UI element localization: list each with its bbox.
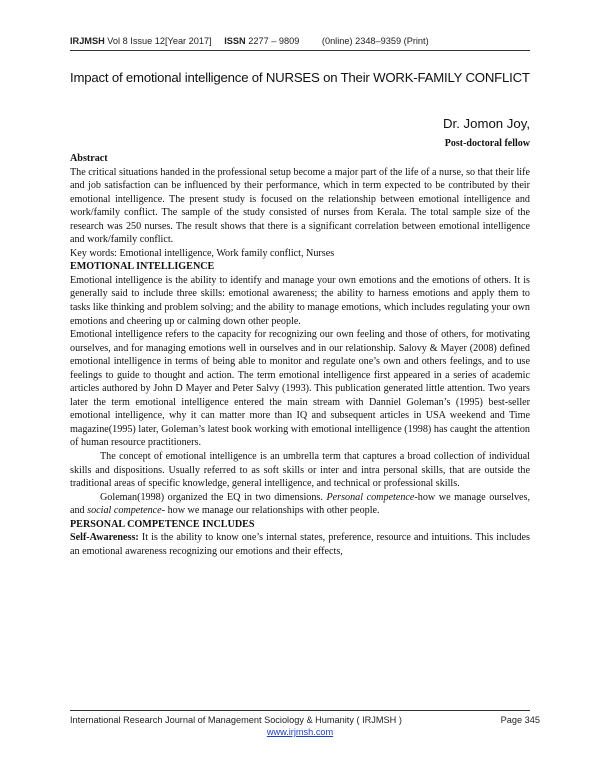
para-text: It is the ability to know one’s internal states, preference, resource and intuitions. This includes an emotional awareness recognizing our emotions and their effects, bbox=[70, 532, 530, 557]
online-issn: (0nline) 2348–9359 (Print) bbox=[321, 36, 429, 46]
paragraph-goleman bbox=[70, 491, 530, 518]
paragraph: Emotional intelligence is the ability to identify and manage your own emotions and the emotions of others. It is generally said to include three skills: emotional awareness; the ability to harness emotions and apply them to tasks like thinking and problem solving; and the ability to manage emotions, which includes regulating your own emotions and cheering up or calming down other people. bbox=[70, 274, 530, 327]
header-divider bbox=[70, 50, 530, 51]
page-number: Page 345 bbox=[500, 715, 540, 725]
volume-issue: Vol 8 Issue 12[Year 2017] bbox=[107, 36, 212, 46]
author-affiliation: Post-doctoral fellow bbox=[444, 138, 530, 149]
italic-term: Personal competence bbox=[326, 491, 415, 503]
keywords: Key words: Emotional intelligence, Work family conflict, Nurses bbox=[70, 247, 335, 259]
issn-label: ISSN bbox=[224, 36, 246, 46]
para-text: -how we manage ourselves, and bbox=[70, 491, 530, 517]
journal-full-name: International Research Journal of Management Sociology & Humanity ( IRJMSH ) bbox=[70, 715, 402, 725]
section-heading-emotional-intelligence: EMOTIONAL INTELLIGENCE bbox=[70, 261, 215, 273]
para-text: how we manage our relationships with other people. bbox=[165, 505, 380, 517]
issn-value: 2277 – 9809 bbox=[248, 36, 300, 46]
author-name: Dr. Jomon Joy, bbox=[443, 116, 530, 131]
term-label: Self-Awareness: bbox=[70, 532, 139, 544]
journal-website-link[interactable]: www.irjmsh.com bbox=[266, 727, 334, 737]
journal-abbr: IRJMSH bbox=[70, 36, 105, 46]
paragraph-self-awareness bbox=[70, 531, 530, 558]
abstract-text: The critical situations handed in the professional setup become a major part of the life of a nurse, so that their life and job satisfaction can be influenced by their performance, which in term expected to be contributed by their emotional intelligence. The present study is focused on the relationship between emotional intelligence and work/family conflict. The sample of the study consisted of nurses from Kerala. The total sample size of the research was 250 nurses. The result shows that there is a significant correlation between emotional intelligence and work/family conflict. bbox=[70, 166, 530, 246]
abstract-heading: Abstract bbox=[70, 153, 108, 164]
section-heading-personal-competence: PERSONAL COMPETENCE INCLUDES bbox=[70, 518, 255, 530]
paragraph: Emotional intelligence refers to the capacity for recognizing our own feeling and those of others, for motivating ourselves, and for managing emotions well in ourselves and in our relationship. Salovy & Mayer (2008) defined emotional intelligence in terms of being able to monitor and regulate one’s own and others feelings, and to use feelings to guide to thought and action. The term emotional intelligence first appeared in a series of academic articles authored by John D Mayer and Peter Salvy (1993). This publication generated little attention. Two years later the term emotional intelligence entered the main stream with Danniel Goleman’s (1995) best-seller emotional intelligence, why it can matter more than IQ and subsequent articles in USA weekend and Time magazine(1995) later, Goleman’s latest book working with emotional intelligence (1998) has caught the attention of human resource practitioners. bbox=[70, 329, 530, 449]
footer-divider bbox=[70, 710, 530, 711]
italic-term: social competence- bbox=[87, 505, 166, 517]
article-title: Impact of emotional intelligence of NURSES on Their WORK-FAMILY CONFLICT bbox=[70, 70, 530, 85]
para-text: Goleman(1998) organized the EQ in two dimensions. bbox=[100, 491, 327, 503]
running-footer bbox=[70, 715, 540, 725]
paragraph: The concept of emotional intelligence is an umbrella term that captures a broad collection of individual skills and dispositions. Usually referred to as soft skills or inter and intra personal skills, that are outside the traditional areas of specific knowledge, general intelligence, and technical or professional skills. bbox=[70, 451, 530, 490]
article-body bbox=[70, 152, 530, 558]
running-header bbox=[70, 36, 540, 46]
